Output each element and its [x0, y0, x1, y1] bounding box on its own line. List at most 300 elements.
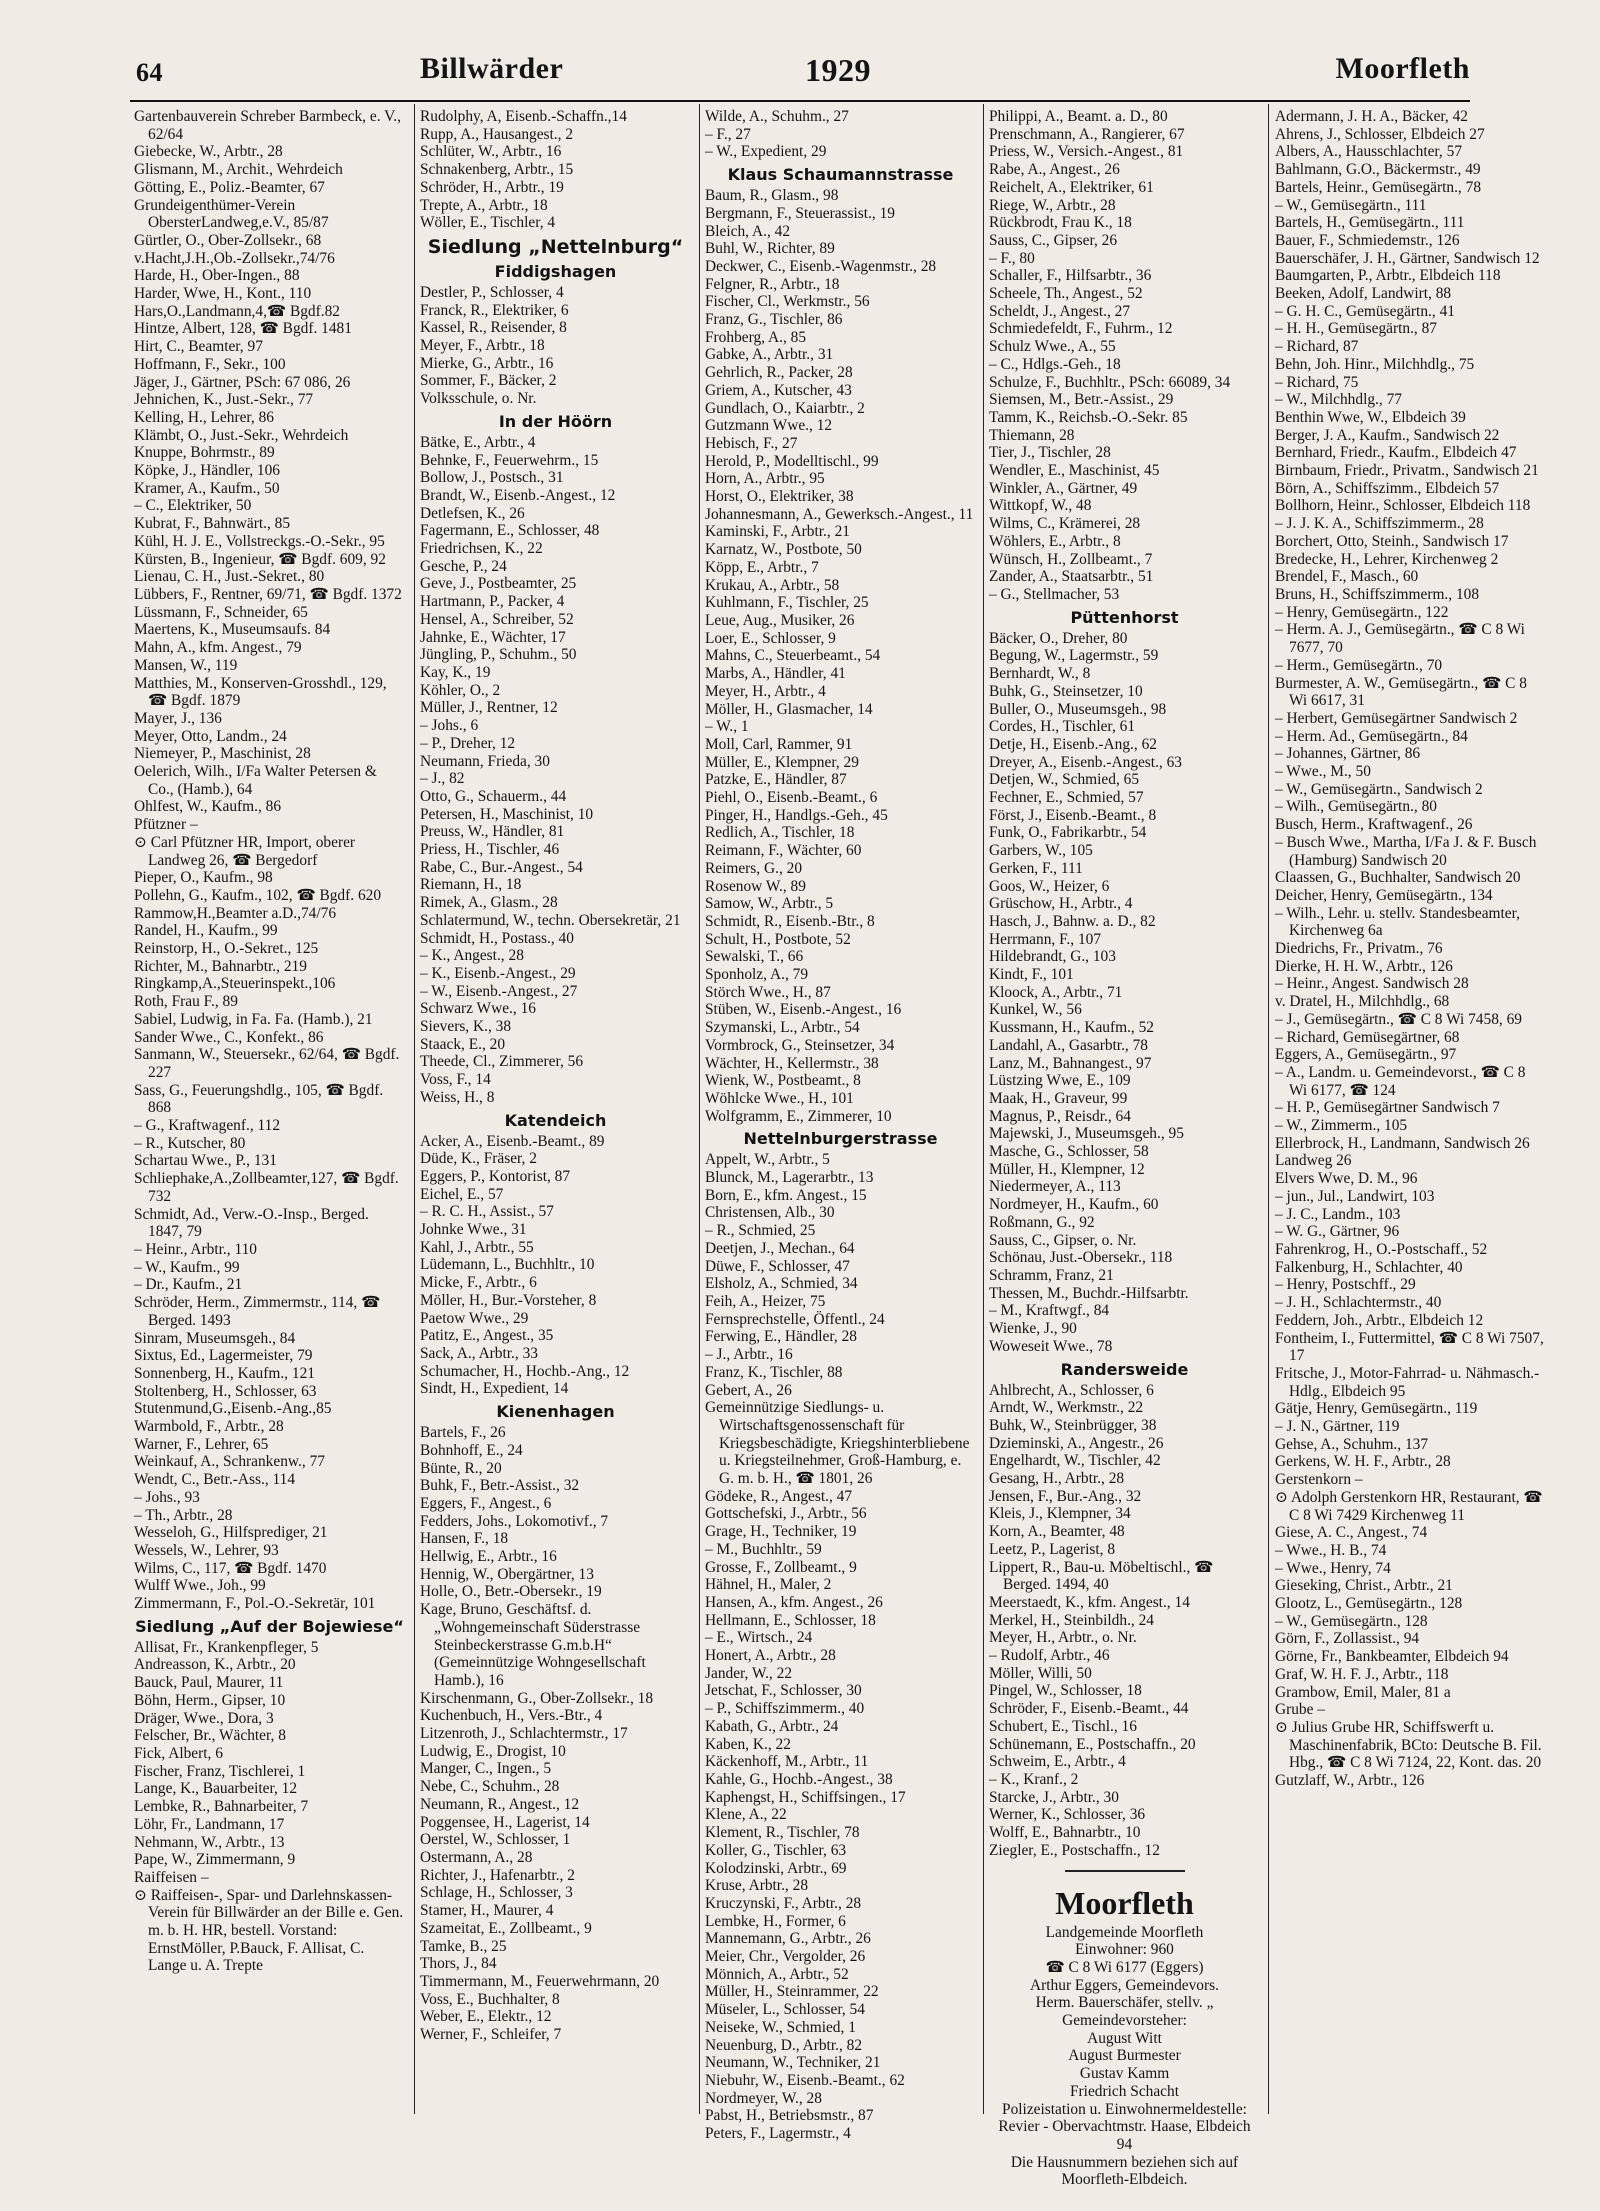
header-left-title: Billwärder — [420, 52, 564, 85]
directory-entry: Stutenmund,G.,Eisenb.-Ang.,85 — [134, 1400, 332, 1418]
directory-entry: Acker, A., Eisenb.-Beamt., 89 — [420, 1132, 605, 1150]
directory-entry: – J., Gemüsegärtn., ☎ C 8 Wi 7458, 69 — [1275, 1010, 1522, 1028]
directory-entry: Meyer, H., Arbtr., 4 — [705, 682, 826, 700]
directory-entry: Trepte, A., Arbtr., 18 — [420, 196, 548, 214]
directory-entry: Warmbold, F., Arbtr., 28 — [134, 1418, 284, 1436]
directory-entry: Adermann, J. H. A., Bäcker, 42 — [1275, 108, 1469, 125]
directory-entry: Kahl, J., Arbtr., 55 — [420, 1238, 534, 1256]
directory-entry: – Johs., 6 — [420, 717, 479, 735]
directory-entry: Möller, H., Glasmacher, 14 — [705, 700, 873, 718]
directory-entry: Gabke, A., Arbtr., 31 — [705, 346, 834, 364]
directory-entry: Detlefsen, K., 26 — [420, 504, 525, 522]
directory-entry: Arndt, W., Werkmstr., 22 — [989, 1399, 1144, 1417]
directory-entry: Lembke, R., Bahnarbeiter, 7 — [134, 1798, 309, 1816]
directory-entry: ⊙ Carl Pfützner HR, Import, oberer Landweg 26, ☎ Bergedorf — [134, 833, 359, 869]
directory-entry: – Wilh., Lehr. u. stellv. Standesbeamter, Kirchenweg 6a — [1275, 904, 1524, 940]
directory-entry: Schmidt, R., Eisenb.-Btr., 8 — [705, 912, 875, 930]
directory-entry: Micke, F., Arbtr., 6 — [420, 1274, 537, 1292]
directory-entry: Wolff, E., Bahnarbtr., 10 — [989, 1824, 1141, 1842]
directory-entry: Riemann, H., 18 — [420, 876, 522, 894]
directory-entry: Johnke Wwe., 31 — [420, 1221, 527, 1239]
directory-entry: Weiss, H., 8 — [420, 1088, 495, 1106]
directory-entry: Störch Wwe., H., 87 — [705, 983, 831, 1001]
directory-entry: Pingel, W., Schlosser, 18 — [989, 1682, 1142, 1700]
column-1 — [134, 108, 405, 1975]
directory-entry: Werner, F., Schleifer, 7 — [420, 2026, 562, 2044]
directory-entry: Schnakenberg, Arbtr., 15 — [420, 161, 574, 179]
directory-entry: Gehrlich, R., Packer, 28 — [705, 364, 853, 382]
directory-entry: Sauss, C., Gipser, o. Nr. — [989, 1231, 1137, 1249]
directory-entry: Diedrichs, Fr., Privatm., 76 — [1275, 940, 1443, 958]
directory-entry: Hellwig, E., Arbtr., 16 — [420, 1548, 557, 1566]
directory-entry: Frohberg, A., 85 — [705, 328, 807, 346]
directory-entry: Bätke, E., Arbtr., 4 — [420, 433, 536, 451]
directory-entry: Mansen, W., 119 — [134, 656, 238, 674]
directory-entry: Nordmeyer, W., 28 — [705, 2089, 822, 2107]
directory-entry: – P., Dreher, 12 — [420, 734, 516, 752]
directory-entry: Tamm, K., Reichsb.-O.-Sekr. 85 — [989, 408, 1188, 426]
directory-entry: Karnatz, W., Postbote, 50 — [705, 541, 862, 559]
directory-entry: Birnbaum, Friedr., Privatm., Sandwisch 21 — [1275, 462, 1539, 480]
directory-entry: Volksschule, o. Nr. — [420, 390, 537, 408]
directory-entry: Otto, G., Schauerm., 44 — [420, 787, 567, 805]
directory-entry: – G. H. C., Gemüsegärtn., 41 — [1275, 302, 1455, 320]
column-divider — [414, 104, 415, 2114]
directory-entry: – W. G., Gärtner, 96 — [1275, 1223, 1400, 1241]
directory-entry: – Rudolf, Arbtr., 46 — [989, 1647, 1110, 1665]
directory-entry: Rabe, C., Bur.-Angest., 54 — [420, 858, 583, 876]
directory-entry: Müseler, L., Schlosser, 54 — [705, 2001, 865, 2019]
directory-entry: Grube – — [1275, 1701, 1326, 1719]
directory-entry: Sonnenberg, H., Kaufm., 121 — [134, 1364, 315, 1382]
directory-entry: Baum, R., Glasm., 98 — [705, 187, 839, 205]
directory-entry: Pfützner – — [134, 816, 198, 834]
directory-entry: Nehmann, W., Arbtr., 13 — [134, 1833, 285, 1851]
directory-entry: Schliephake,A.,Zollbeamter,127, ☎ Bgdf. 732 — [134, 1170, 403, 1205]
directory-entry: Maertens, K., Museumsaufs. 84 — [134, 621, 331, 639]
locality-title: Moorfleth — [1055, 1884, 1194, 1921]
directory-entry: – K., Eisenb.-Angest., 29 — [420, 964, 576, 982]
directory-entry: – Johs., 93 — [134, 1488, 200, 1506]
directory-entry: Roßmann, G., 92 — [989, 1213, 1095, 1231]
directory-entry: Warner, F., Lehrer, 65 — [134, 1435, 269, 1453]
directory-entry: Jensen, F., Bur.-Ang., 32 — [989, 1487, 1142, 1505]
directory-entry: Kuhlmann, F., Tischler, 25 — [705, 594, 869, 612]
directory-entry: Prenschmann, A., Rangierer, 67 — [989, 125, 1185, 143]
directory-entry: v. Dratel, H., Milchhdlg., 68 — [1275, 993, 1450, 1011]
directory-entry: Sass, G., Feuerungshdlg., 105, ☎ Bgdf. 868 — [134, 1081, 388, 1117]
directory-entry: Kuchenbuch, H., Vers.-Btr., 4 — [420, 1707, 603, 1725]
directory-entry: Roth, Frau F., 89 — [134, 993, 238, 1011]
directory-entry: – Herm. A. J., Gemüsegärtn., ☎ C 8 Wi 7677, 70 — [1275, 621, 1529, 657]
directory-entry: – Johannes, Gärtner, 86 — [1275, 745, 1421, 763]
directory-entry: Lüstzing Wwe, E., 109 — [989, 1072, 1131, 1090]
directory-entry: Niedermeyer, A., 113 — [989, 1178, 1121, 1196]
directory-entry: Herold, P., Modelltischl., 99 — [705, 452, 879, 470]
directory-entry: – Richard, 75 — [1275, 373, 1359, 391]
directory-entry: Meier, Chr., Vergolder, 26 — [705, 1948, 866, 1966]
directory-entry: – Richard, 87 — [1275, 338, 1359, 356]
directory-entry: Schmidt, Ad., Verw.-O.-Insp., Berged. 1847, 79 — [134, 1205, 373, 1241]
directory-entry: Ostermann, A., 28 — [420, 1848, 533, 1866]
directory-entry: Rupp, A., Hausangest., 2 — [420, 125, 574, 143]
directory-entry: Voss, E., Buchhalter, 8 — [420, 1990, 560, 2008]
directory-entry: – Wilh., Gemüsegärtn., 80 — [1275, 798, 1437, 816]
directory-entry: Staack, E., 20 — [420, 1035, 506, 1053]
directory-entry: – W., Kaufm., 99 — [134, 1258, 240, 1276]
directory-entry: Gutzlaff, W., Arbtr., 126 — [1275, 1772, 1425, 1790]
directory-entry: Mayer, J., 136 — [134, 709, 222, 727]
directory-entry: Schulz Wwe., A., 55 — [989, 338, 1116, 356]
directory-entry: Müller, J., Rentner, 12 — [420, 699, 558, 717]
directory-entry: Dierke, H. H. W., Arbtr., 126 — [1275, 957, 1453, 975]
directory-entry: Gundlach, O., Kaiarbtr., 2 — [705, 399, 865, 417]
directory-entry: – Wwe., H. B., 74 — [1275, 1541, 1387, 1559]
directory-entry: Cordes, H., Tischler, 61 — [989, 718, 1136, 736]
directory-entry: – J. C., Landm., 103 — [1275, 1205, 1401, 1223]
column-4 — [989, 108, 1260, 2189]
directory-entry: Gürtler, O., Ober-Zollsekr., 68 — [134, 231, 322, 249]
directory-entry: ⊙ Adolph Gerstenkorn HR, Restaurant, ☎ C 8 Wi 7429 Kirchenweg 11 — [1275, 1488, 1547, 1524]
directory-entry: – K., Angest., 28 — [420, 947, 524, 965]
directory-entry: Randel, H., Kaufm., 99 — [134, 922, 278, 940]
directory-entry: Preuss, W., Händler, 81 — [420, 823, 565, 841]
directory-entry: Gehse, A., Schuhm., 137 — [1275, 1435, 1429, 1453]
street-heading: Kienenhagen — [496, 1402, 615, 1422]
directory-entry: ⊙ Raiffeisen-, Spar- und Darlehnskassen-Verein für Billwärder an der Bille e. Gen. m. b. H. HR, bestell. Vorstand: ErnstMöller, P.Bauck, F. Allisat, C. Lange u. A. Trepte — [134, 1886, 407, 1975]
directory-entry: Pabst, H., Betriebsmstr., 87 — [705, 2107, 874, 2125]
directory-entry: Timmermann, M., Feuerwehrmann, 20 — [420, 1972, 660, 1990]
directory-entry: Kage, Bruno, Geschäftsf. d. „Wohngemeinschaft Süderstrasse Steinbeckerstrasse G.m.b.H“ (Gemeinnützige Wohngesellschaft Hamb.), 16 — [420, 1601, 650, 1689]
directory-entry: Nordmeyer, H., Kaufm., 60 — [989, 1196, 1159, 1214]
directory-entry: Zander, A., Staatsarbtr., 51 — [989, 568, 1154, 586]
directory-entry: Sanmann, W., Steuersekr., 62/64, ☎ Bgdf. 227 — [134, 1046, 404, 1081]
directory-entry: Köpke, J., Händler, 106 — [134, 462, 280, 480]
street-heading: In der Höörn — [498, 411, 613, 431]
directory-entry: Wesseloh, G., Hilfsprediger, 21 — [134, 1524, 328, 1542]
directory-entry: Dräger, Wwe., Dora, 3 — [134, 1709, 274, 1727]
directory-entry: Thessen, M., Buchdr.-Hilfsarbtr. — [989, 1284, 1189, 1302]
directory-entry: Behnke, F., Feuerwehrm., 15 — [420, 451, 599, 469]
directory-entry: Düde, K., Fräser, 2 — [420, 1150, 537, 1168]
directory-entry: Sander Wwe., C., Konfekt., 86 — [134, 1028, 324, 1046]
directory-entry: Ellerbrock, H., Landmann, Sandwisch 26 — [1275, 1134, 1530, 1152]
directory-entry: Beeken, Adolf, Landwirt, 88 — [1275, 285, 1452, 303]
street-heading: Klaus Schaumannstrasse — [727, 165, 954, 185]
directory-entry: Kruse, Arbtr., 28 — [705, 1877, 809, 1895]
column-divider — [983, 104, 984, 2114]
directory-entry: Wendt, C., Betr.-Ass., 114 — [134, 1471, 296, 1489]
directory-entry: – Herbert, Gemüsegärtner Sandwisch 2 — [1275, 709, 1518, 727]
directory-entry: Bauerschäfer, J. H., Gärtner, Sandwisch 12 — [1275, 249, 1540, 267]
directory-entry: Mierke, G., Arbtr., 16 — [420, 354, 554, 372]
directory-entry: Raiffeisen – — [134, 1868, 209, 1886]
directory-entry: Samow, W., Arbtr., 5 — [705, 895, 834, 913]
column-3 — [705, 108, 976, 2143]
directory-entry: – P., Schiffszimmerm., 40 — [705, 1700, 865, 1718]
directory-entry: Allisat, Fr., Krankenpfleger, 5 — [134, 1638, 319, 1656]
directory-entry: – Heinr., Angest. Sandwisch 28 — [1275, 975, 1469, 993]
directory-entry: Kunkel, W., 56 — [989, 1001, 1082, 1019]
directory-entry: Jäger, J., Gärtner, PSch: 67 086, 26 — [134, 373, 351, 391]
directory-entry: Goos, W., Heizer, 6 — [989, 877, 1110, 895]
directory-entry: Lippert, R., Bau-u. Möbeltischl., ☎ Berged. 1494, 40 — [989, 1558, 1218, 1594]
directory-entry: Fischer, Cl., Werkmstr., 56 — [705, 293, 870, 311]
directory-entry: Dzieminski, A., Angestr., 26 — [989, 1434, 1164, 1452]
directory-entry: Ferwing, E., Händler, 28 — [705, 1328, 857, 1346]
directory-entry: Schmidt, H., Postass., 40 — [420, 929, 574, 947]
directory-entry: Gebert, A., 26 — [705, 1381, 792, 1399]
directory-entry: Bartels, H., Gemüsegärtn., 111 — [1275, 214, 1465, 232]
directory-entry: Kürsten, B., Ingenieur, ☎ Bgdf. 609, 92 — [134, 550, 386, 568]
directory-entry: Deckwer, C., Eisenb.-Wagenmstr., 28 — [705, 257, 937, 275]
directory-entry: – J. J. K. A., Schiffszimmerm., 28 — [1275, 515, 1484, 533]
directory-entry: Wünsch, H., Zollbeamt., 7 — [989, 550, 1153, 568]
directory-entry: Schweim, E., Arbtr., 4 — [989, 1753, 1126, 1771]
directory-entry: Fischer, Franz, Tischlerei, 1 — [134, 1762, 306, 1780]
directory-entry: – W., Expedient, 29 — [705, 143, 827, 161]
directory-entry: Blunck, M., Lagerarbtr., 13 — [705, 1169, 874, 1187]
directory-entry: – J. H., Schlachtermstr., 40 — [1275, 1294, 1442, 1312]
section-rule — [1065, 1870, 1185, 1872]
locality-info-line: Gemeindevorsteher: — [1062, 2012, 1187, 2030]
directory-entry: Niebuhr, W., Eisenb.-Beamt., 62 — [705, 2071, 905, 2089]
directory-entry: Grüschow, H., Arbtr., 4 — [989, 895, 1133, 913]
directory-entry: Thiemann, 28 — [989, 426, 1075, 444]
directory-entry: – J., 82 — [420, 770, 465, 788]
directory-entry: Schwarz Wwe., 16 — [420, 1000, 536, 1018]
directory-entry: Fritsche, J., Motor-Fahrrad- u. Nähmasch.-Hdlg., Elbdeich 95 — [1275, 1364, 1540, 1400]
directory-entry: Brendel, F., Masch., 60 — [1275, 568, 1419, 586]
directory-entry: Elsholz, A., Schmied, 34 — [705, 1275, 858, 1293]
directory-entry: Bartels, F., 26 — [420, 1424, 506, 1442]
directory-entry: Behn, Joh. Hinr., Milchhdlg., 75 — [1275, 355, 1475, 373]
directory-entry: Bollow, J., Postsch., 31 — [420, 469, 564, 487]
directory-entry: – R., Kutscher, 80 — [134, 1134, 246, 1152]
directory-entry: Görne, Fr., Bankbeamter, Elbdeich 94 — [1275, 1648, 1509, 1666]
locality-info-line: Herm. Bauerschäfer, stellv. „ — [1035, 1994, 1214, 2012]
directory-entry: – Richard, Gemüsegärtner, 68 — [1275, 1028, 1460, 1046]
directory-entry: Funk, O., Fabrikarbtr., 54 — [989, 824, 1147, 842]
directory-entry: Engelhardt, W., Tischler, 42 — [989, 1452, 1161, 1470]
directory-entry: Gemeinnützige Siedlungs- u. Wirtschaftsgenossenschaft für Kriegsbeschädigte, Kriegshinterbliebene u. Kriegsteilnehmer, Groß-Hamburg, e. G. m. b. H., ☎ 1801, 26 — [705, 1399, 974, 1488]
directory-entry: Riege, W., Arbtr., 28 — [989, 196, 1116, 214]
directory-entry: Siemsen, M., Betr.-Assist., 29 — [989, 391, 1174, 409]
directory-entry: Hebisch, F., 27 — [705, 434, 798, 452]
directory-entry: Gätje, Henry, Gemüsegärtn., 119 — [1275, 1400, 1478, 1418]
directory-entry: Schulze, F., Buchhltr., PSch: 66089, 34 — [989, 373, 1231, 391]
directory-entry: Korn, A., Beamter, 48 — [989, 1523, 1125, 1541]
directory-entry: Kloock, A., Arbtr., 71 — [989, 983, 1123, 1001]
directory-entry: Jehnichen, K., Just.-Sekr., 77 — [134, 391, 314, 409]
directory-entry: – Heinr., Arbtr., 110 — [134, 1241, 257, 1258]
directory-entry: Gerken, F., 111 — [989, 859, 1083, 877]
directory-entry: Buhk, G., Steinsetzer, 10 — [989, 682, 1143, 700]
directory-entry: Grage, H., Techniker, 19 — [705, 1523, 857, 1541]
directory-entry: Gottschefski, J., Arbtr., 56 — [705, 1505, 867, 1523]
directory-entry: Wittkopf, W., 48 — [989, 497, 1092, 515]
directory-entry: Harder, Wwe, H., Kont., 110 — [134, 285, 312, 303]
directory-entry: Kay, K., 19 — [420, 663, 491, 681]
directory-entry: Kindt, F., 101 — [989, 966, 1074, 984]
directory-entry: – W., Zimmerm., 105 — [1275, 1117, 1408, 1135]
directory-entry: Jetschat, F., Schlosser, 30 — [705, 1682, 862, 1700]
directory-entry: Appelt, W., Arbtr., 5 — [705, 1151, 830, 1169]
directory-entry: Poggensee, H., Lagerist, 14 — [420, 1813, 590, 1831]
directory-entry: Schubert, E., Tischl., 16 — [989, 1717, 1137, 1735]
directory-entry: Bleich, A., 42 — [705, 222, 791, 240]
directory-entry: Neumann, W., Techniker, 21 — [705, 2054, 881, 2072]
directory-entry: Kaben, K., 22 — [705, 1735, 791, 1753]
directory-entry: Eggers, F., Angest., 6 — [420, 1494, 552, 1512]
street-heading: Fiddigshagen — [494, 261, 617, 281]
directory-entry: Stoltenberg, H., Schlosser, 63 — [134, 1382, 317, 1400]
directory-entry: Franz, G., Tischler, 86 — [705, 311, 843, 329]
directory-entry: Grambow, Emil, Maler, 81 a — [1275, 1683, 1451, 1701]
directory-entry: Meyer, Otto, Landm., 24 — [134, 727, 287, 745]
directory-entry: Stüben, W., Eisenb.-Angest., 16 — [705, 1001, 902, 1019]
directory-entry: Sewalski, T., 66 — [705, 948, 804, 966]
directory-entry: Landweg 26 — [1275, 1152, 1352, 1170]
column-divider — [699, 104, 700, 2114]
directory-entry: Fontheim, I., Futtermittel, ☎ C 8 Wi 7507, 17 — [1275, 1329, 1548, 1365]
directory-entry: Gartenbauverein Schreber Barmbeck, e. V., 62/64 — [134, 108, 405, 143]
directory-entry: Schartau Wwe., P., 131 — [134, 1152, 277, 1170]
directory-entry: Weber, E., Elektr., 12 — [420, 2008, 552, 2026]
directory-entry: Müller, E., Klempner, 29 — [705, 753, 859, 771]
directory-entry: Feddern, Joh., Arbtr., Elbdeich 12 — [1275, 1311, 1484, 1329]
directory-entry: Maak, H., Graveur, 99 — [989, 1089, 1128, 1107]
directory-entry: Mahn, A., kfm. Angest., 79 — [134, 639, 302, 657]
directory-entry: Marbs, A., Händler, 41 — [705, 665, 846, 683]
directory-entry: Gesang, H., Arbtr., 28 — [989, 1470, 1125, 1488]
directory-entry: Bernhardt, W., 8 — [989, 665, 1091, 683]
directory-entry: Leetz, P., Lagerist, 8 — [989, 1540, 1116, 1558]
directory-entry: Rückbrodt, Frau K., 18 — [989, 214, 1132, 232]
directory-entry: Gödeke, R., Angest., 47 — [705, 1487, 853, 1505]
column-5 — [1275, 108, 1546, 1790]
street-heading: Siedlung „Auf der Bojewiese“ — [135, 1616, 404, 1636]
directory-entry: Richter, J., Hafenarbtr., 2 — [420, 1866, 575, 1884]
directory-entry: Honert, A., Arbtr., 28 — [705, 1647, 836, 1665]
directory-entry: Wöller, E., Tischler, 4 — [420, 214, 556, 232]
directory-entry: Wächter, H., Kellermstr., 38 — [705, 1054, 879, 1072]
directory-entry: Bartels, Heinr., Gemüsegärtn., 78 — [1275, 178, 1482, 196]
directory-entry: – Wwe., M., 50 — [1275, 763, 1371, 781]
directory-entry: Kussmann, H., Kaufm., 52 — [989, 1019, 1155, 1037]
directory-entry: Schönau, Just.-Obersekr., 118 — [989, 1249, 1173, 1267]
directory-entry: Tamke, B., 25 — [420, 1937, 507, 1955]
locality-info-line: Polizeistation u. Einwohnermeldestelle: Revier - Obervachtmstr. Haase, Elbdeich 94 — [998, 2100, 1251, 2153]
directory-entry: Scheldt, J., Angest., 27 — [989, 302, 1131, 320]
directory-entry: Kahle, G., Hochb.-Angest., 38 — [705, 1770, 893, 1788]
directory-entry: Theede, Cl., Zimmerer, 56 — [420, 1053, 584, 1071]
directory-entry: Schröder, F., Eisenb.-Beamt., 44 — [989, 1700, 1189, 1718]
directory-entry: Lüdemann, L., Buchhltr., 10 — [420, 1256, 595, 1274]
directory-entry: Reichelt, A., Elektriker, 61 — [989, 178, 1154, 196]
directory-entry: – G., Kraftwagenf., 112 — [134, 1117, 281, 1135]
directory-entry: Deetjen, J., Mechan., 64 — [705, 1239, 855, 1257]
directory-entry: Andreasson, K., Arbtr., 20 — [134, 1656, 296, 1674]
directory-entry: Kaphengst, H., Schiffsingen., 17 — [705, 1788, 906, 1806]
directory-entry: Franck, R., Elektriker, 6 — [420, 301, 569, 319]
directory-entry: – W., Gemüsegärtn., Sandwisch 2 — [1275, 780, 1483, 798]
directory-entry: Schlage, H., Schlosser, 3 — [420, 1884, 573, 1902]
directory-entry: – W., Gemüsegärtn., 128 — [1275, 1612, 1428, 1630]
directory-entry: Geve, J., Postbeamter, 25 — [420, 575, 577, 593]
directory-entry: Hasch, J., Bahnw. a. D., 82 — [989, 912, 1156, 930]
directory-entry: Kirschenmann, G., Ober-Zollsekr., 18 — [420, 1689, 654, 1707]
directory-entry: Kolodzinski, Arbtr., 69 — [705, 1859, 847, 1877]
directory-entry: Vormbrock, G., Steinsetzer, 34 — [705, 1036, 895, 1054]
directory-entry: Hähnel, H., Maler, 2 — [705, 1576, 832, 1594]
directory-entry: Giebecke, W., Arbtr., 28 — [134, 143, 283, 161]
directory-entry: Kleis, J., Klempner, 34 — [989, 1505, 1131, 1523]
directory-entry: Sindt, H., Expedient, 14 — [420, 1380, 569, 1398]
directory-entry: Szymanski, L., Arbtr., 54 — [705, 1019, 860, 1037]
directory-entry: Berger, J. A., Kaufm., Sandwisch 22 — [1275, 426, 1500, 444]
directory-entry: Bollhorn, Heinr., Schlosser, Elbdeich 118 — [1275, 497, 1531, 515]
directory-entry: – R., Schmied, 25 — [705, 1222, 816, 1240]
directory-entry: Köhler, O., 2 — [420, 681, 501, 699]
directory-entry: v.Hacht,J.H.,Ob.-Zollsekr.,74/76 — [134, 249, 335, 267]
directory-entry: Claassen, G., Buchhalter, Sandwisch 20 — [1275, 869, 1521, 887]
directory-entry: – Th., Arbtr., 28 — [134, 1506, 233, 1524]
directory-entry: Koller, G., Tischler, 63 — [705, 1841, 847, 1859]
directory-entry: Ahrens, J., Schlosser, Elbdeich 27 — [1275, 125, 1485, 143]
directory-entry: Schröder, H., Arbtr., 19 — [420, 178, 564, 196]
directory-entry: Ohlfest, W., Kaufm., 86 — [134, 798, 282, 816]
directory-entry: Fick, Albert, 6 — [134, 1744, 223, 1762]
directory-entry: Griem, A., Kutscher, 43 — [705, 381, 852, 399]
directory-entry: Benthin Wwe, W., Elbdeich 39 — [1275, 408, 1466, 426]
directory-entry: Manger, C., Ingen., 5 — [420, 1760, 552, 1778]
directory-entry: Deicher, Henry, Gemüsegärtn., 134 — [1275, 886, 1493, 904]
page-number: 64 — [136, 58, 163, 87]
directory-entry: Klene, A., 22 — [705, 1806, 787, 1824]
directory-entry: Dreyer, A., Eisenb.-Angest., 63 — [989, 753, 1183, 771]
directory-entry: Nebe, C., Schuhm., 28 — [420, 1778, 560, 1796]
directory-entry: Starcke, J., Arbtr., 30 — [989, 1788, 1119, 1806]
directory-entry: Jander, W., 22 — [705, 1664, 793, 1682]
directory-entry: Buhk, F., Betr.-Assist., 32 — [420, 1477, 580, 1495]
directory-entry: – H. P., Gemüsegärtner Sandwisch 7 — [1275, 1099, 1500, 1117]
directory-entry: Klämbt, O., Just.-Sekr., Wehrdeich — [134, 426, 349, 444]
directory-entry: Giese, A. C., Angest., 74 — [1275, 1524, 1428, 1542]
directory-entry: Buhl, W., Richter, 89 — [705, 240, 835, 258]
directory-entry: Zimmermann, F., Pol.-O.-Sekretär, 101 — [134, 1595, 376, 1613]
directory-entry: Fahrenkrog, H., O.-Postschaff., 52 — [1275, 1241, 1488, 1258]
directory-entry: Böhn, Herm., Gipser, 10 — [134, 1691, 286, 1709]
directory-entry: – F., 80 — [989, 249, 1035, 267]
directory-entry: – W., Gemüsegärtn., 111 — [1275, 196, 1427, 214]
directory-entry: Pape, W., Zimmermann, 9 — [134, 1851, 296, 1869]
directory-entry: Neuenburg, D., Arbtr., 82 — [705, 2036, 863, 2054]
directory-entry: Pollehn, G., Kaufm., 102, ☎ Bgdf. 620 — [134, 886, 382, 904]
locality-info-line: Arthur Eggers, Gemeindevors. — [1030, 1976, 1219, 1994]
directory-entry: Piehl, O., Eisenb.-Beamt., 6 — [705, 789, 878, 807]
directory-entry: Möller, H., Bur.-Vorsteher, 8 — [420, 1291, 597, 1309]
directory-entry: Lübbers, F., Rentner, 69/71, ☎ Bgdf. 1372 — [134, 585, 402, 603]
directory-entry: Wöhlers, E., Arbtr., 8 — [989, 532, 1121, 550]
directory-entry: Hirt, C., Beamter, 97 — [134, 338, 263, 356]
directory-entry: Wilde, A., Schuhm., 27 — [705, 108, 849, 125]
directory-entry: Bauer, F., Schmiedemstr., 126 — [1275, 231, 1460, 249]
directory-entry: – J., Arbtr., 16 — [705, 1346, 793, 1364]
directory-entry: Begung, W., Lagermstr., 59 — [989, 647, 1159, 665]
directory-entry: – E., Wirtsch., 24 — [705, 1629, 813, 1647]
directory-entry: Born, E., kfm. Angest., 15 — [705, 1186, 867, 1204]
